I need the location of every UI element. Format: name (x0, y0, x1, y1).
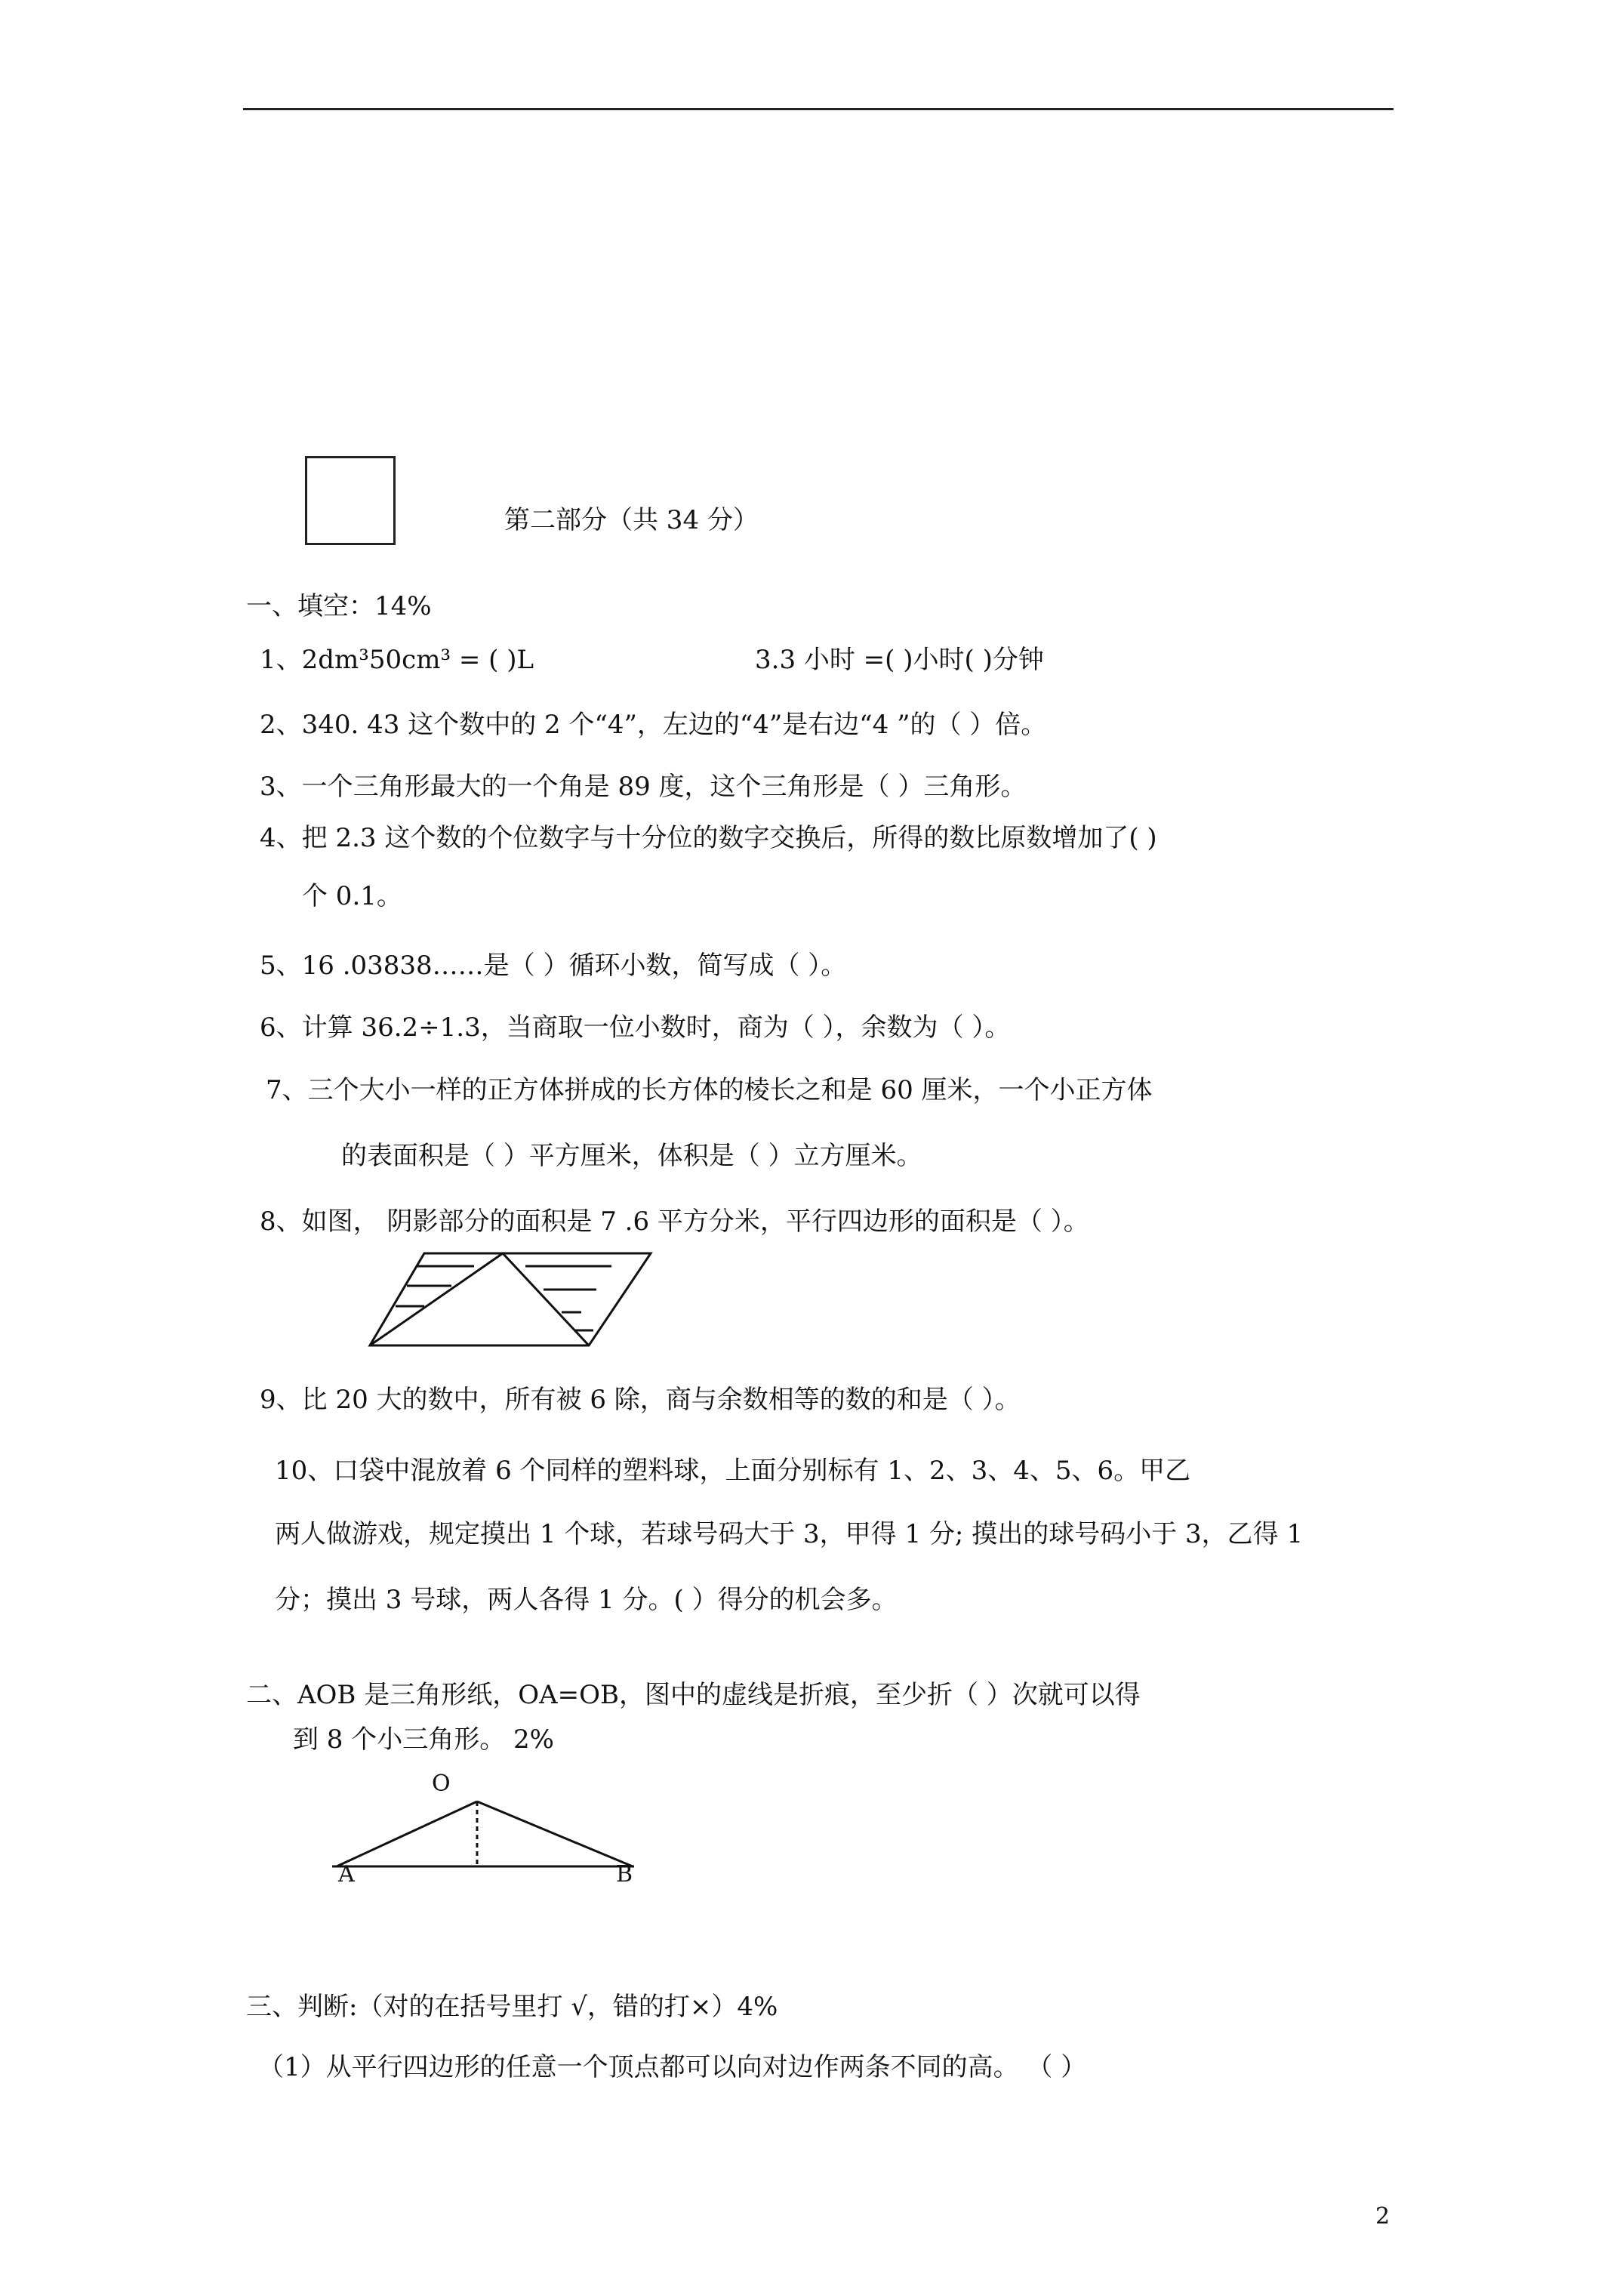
header-rule (243, 108, 1394, 110)
question-9: 9、比 20 大的数中，所有被 6 除，商与余数相等的数的和是（ ）。 (260, 1385, 1021, 1415)
question-6: 6、计算 36.2÷1.3，当商取一位小数时，商为（ ），余数为（ ）。 (260, 1012, 1011, 1043)
question-7a: 7、三个大小一样的正方体拼成的长方体的棱长之和是 60 厘米，一个小正方体 (266, 1075, 1153, 1105)
label-a: A (338, 1861, 355, 1888)
question-2: 2、340. 43 这个数中的 2 个“4”，左边的“4”是右边“4 ”的（ ）倍。 (260, 710, 1047, 740)
page-number: 2 (1375, 2203, 1390, 2230)
section2-line2: 到 8 个小三角形。 2% (293, 1724, 554, 1755)
question-7b: 的表面积是（ ）平方厘米，体积是（ ）立方厘米。 (341, 1141, 922, 1171)
question-10a: 10、口袋中混放着 6 个同样的塑料球，上面分别标有 1、2、3、4、5、6。甲乙 (275, 1456, 1191, 1486)
parallelogram-figure (362, 1246, 664, 1351)
question-1a: 1、2dm³50cm³ = ( )L (260, 645, 534, 675)
judgement-item-1: （1）从平行四边形的任意一个顶点都可以向对边作两条不同的高。 （ ） (258, 2052, 1087, 2082)
side-ob (477, 1801, 633, 1866)
section3-heading: 三、判断:（对的在括号里打 √，错的打×）4% (246, 1992, 778, 2022)
question-4a: 4、把 2.3 这个数的个位数字与十分位的数字交换后，所得的数比原数增加了( ) (260, 823, 1157, 853)
question-5: 5、16 .03838……是（ ）循环小数，简写成（ ）。 (260, 951, 847, 981)
question-8: 8、如图， 阴影部分的面积是 7 .6 平方分米，平行四边形的面积是（ ）。 (260, 1207, 1089, 1237)
question-10c: 分；摸出 3 号球，两人各得 1 分。( ）得分的机会多。 (275, 1585, 898, 1615)
label-o: O (432, 1771, 451, 1797)
triangle-aob-figure (325, 1767, 649, 1888)
section1-heading: 一、填空：14% (246, 591, 432, 621)
question-4b: 个 0.1。 (302, 881, 402, 911)
label-b: B (616, 1861, 633, 1888)
question-1b: 3.3 小时 =( )小时( )分钟 (755, 645, 1044, 675)
part-title: 第二部分（共 34 分） (504, 505, 759, 535)
score-box (305, 456, 396, 545)
side-oa (337, 1801, 477, 1866)
question-10b: 两人做游戏，规定摸出 1 个球，若球号码大于 3，甲得 1 分; 摸出的球号码小于 3，乙得 1 (275, 1519, 1304, 1549)
question-3: 3、一个三角形最大的一个角是 89 度，这个三角形是（ ）三角形。 (260, 772, 1027, 802)
section2-line1: 二、AOB 是三角形纸，OA=OB，图中的虚线是折痕，至少折（ ）次就可以得 (246, 1680, 1141, 1710)
